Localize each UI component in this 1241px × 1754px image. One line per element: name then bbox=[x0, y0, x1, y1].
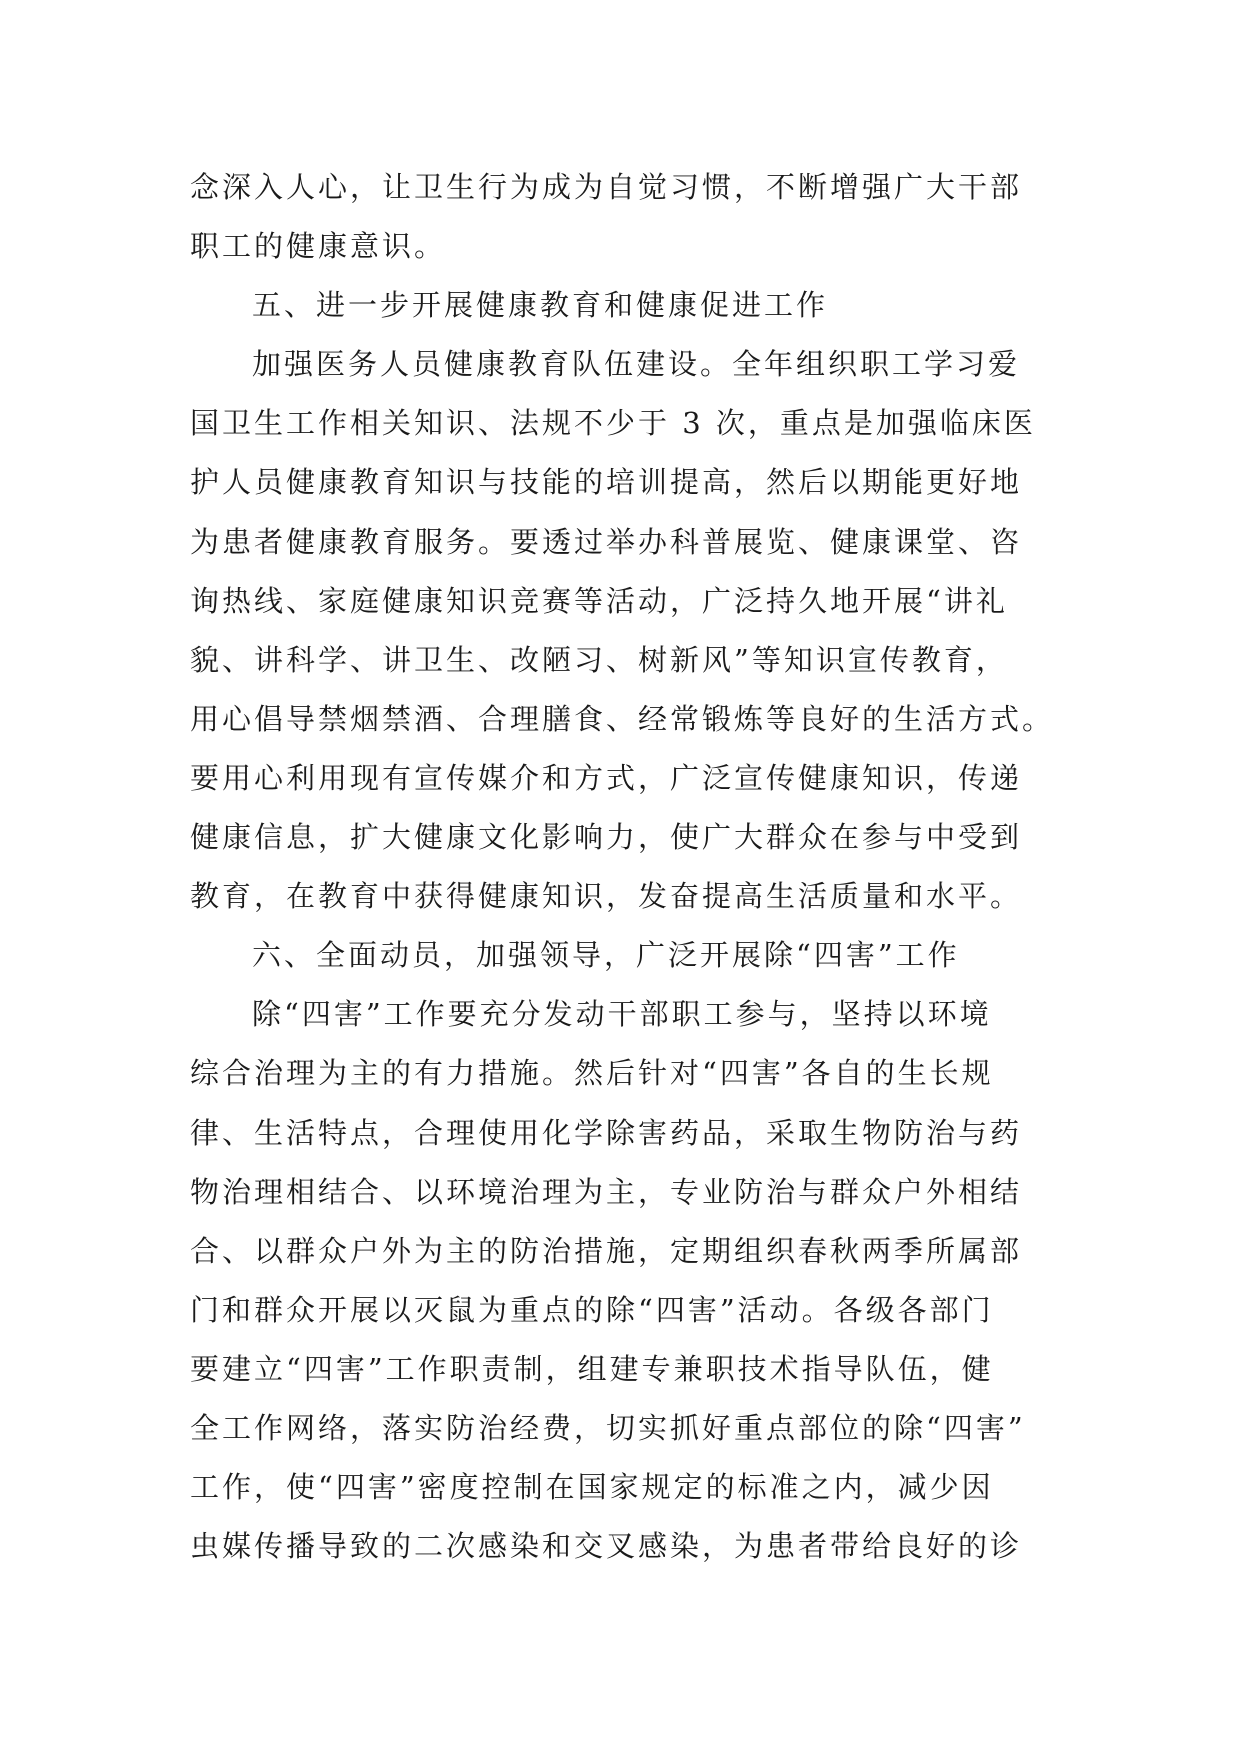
text-line: 全工作网络，落实防治经费，切实抓好重点部位的除“四害” bbox=[190, 1410, 1026, 1445]
text-line: 为患者健康教育服务。要透过举办科普展览、健康课堂、咨 bbox=[190, 524, 1023, 559]
text-line: 门和群众开展以灭鼠为重点的除“四害”活动。各级各部门 bbox=[190, 1292, 994, 1327]
text-line: 综合治理为主的有力措施。然后针对“四害”各自的生长规 bbox=[190, 1056, 994, 1091]
text-line: 健康信息，扩大健康文化影响力，使广大群众在参与中受到 bbox=[190, 820, 1023, 855]
text-line: 国卫生工作相关知识、法规不少于 3 次，重点是加强临床医 bbox=[190, 406, 1036, 441]
text-line: 护人员健康教育知识与技能的培训提高，然后以期能更好地 bbox=[190, 465, 1023, 500]
text-line: 工作，使“四害”密度控制在国家规定的标准之内，减少因 bbox=[190, 1470, 994, 1505]
section-heading: 五、进一步开展健康教育和健康促进工作 bbox=[252, 288, 829, 323]
text-line: 合、以群众户外为主的防治措施，定期组织春秋两季所属部 bbox=[190, 1233, 1023, 1268]
text-line: 律、生活特点，合理使用化学除害药品，采取生物防治与药 bbox=[190, 1115, 1023, 1150]
text-line: 要建立“四害”工作职责制，组建专兼职技术指导队伍，健 bbox=[190, 1351, 994, 1386]
text-line: 教育，在教育中获得健康知识，发奋提高生活质量和水平。 bbox=[190, 879, 1023, 914]
text-line: 职工的健康意识。 bbox=[190, 229, 447, 264]
text-line: 除“四害”工作要充分发动干部职工参与，坚持以环境 bbox=[252, 997, 992, 1032]
document-body bbox=[190, 158, 1055, 1576]
text-line: 加强医务人员健康教育队伍建设。全年组织职工学习爱 bbox=[252, 347, 1021, 382]
section-heading: 六、全面动员，加强领导，广泛开展除“四害”工作 bbox=[252, 938, 960, 973]
text-line: 虫媒传播导致的二次感染和交叉感染，为患者带给良好的诊 bbox=[190, 1529, 1023, 1564]
text-line: 物治理相结合、以环境治理为主，专业防治与群众户外相结 bbox=[190, 1174, 1023, 1209]
text-line: 用心倡导禁烟禁酒、合理膳食、经常锻炼等良好的生活方式。 bbox=[190, 701, 1055, 736]
text-line: 貌、讲科学、讲卫生、改陋习、树新风”等知识宣传教育， bbox=[190, 642, 1008, 677]
text-line: 询热线、家庭健康知识竞赛等活动，广泛持久地开展“讲礼 bbox=[190, 583, 1008, 618]
text-line: 要用心利用现有宣传媒介和方式，广泛宣传健康知识，传递 bbox=[190, 760, 1023, 795]
text-line: 念深入人心，让卫生行为成为自觉习惯，不断增强广大干部 bbox=[190, 170, 1023, 204]
